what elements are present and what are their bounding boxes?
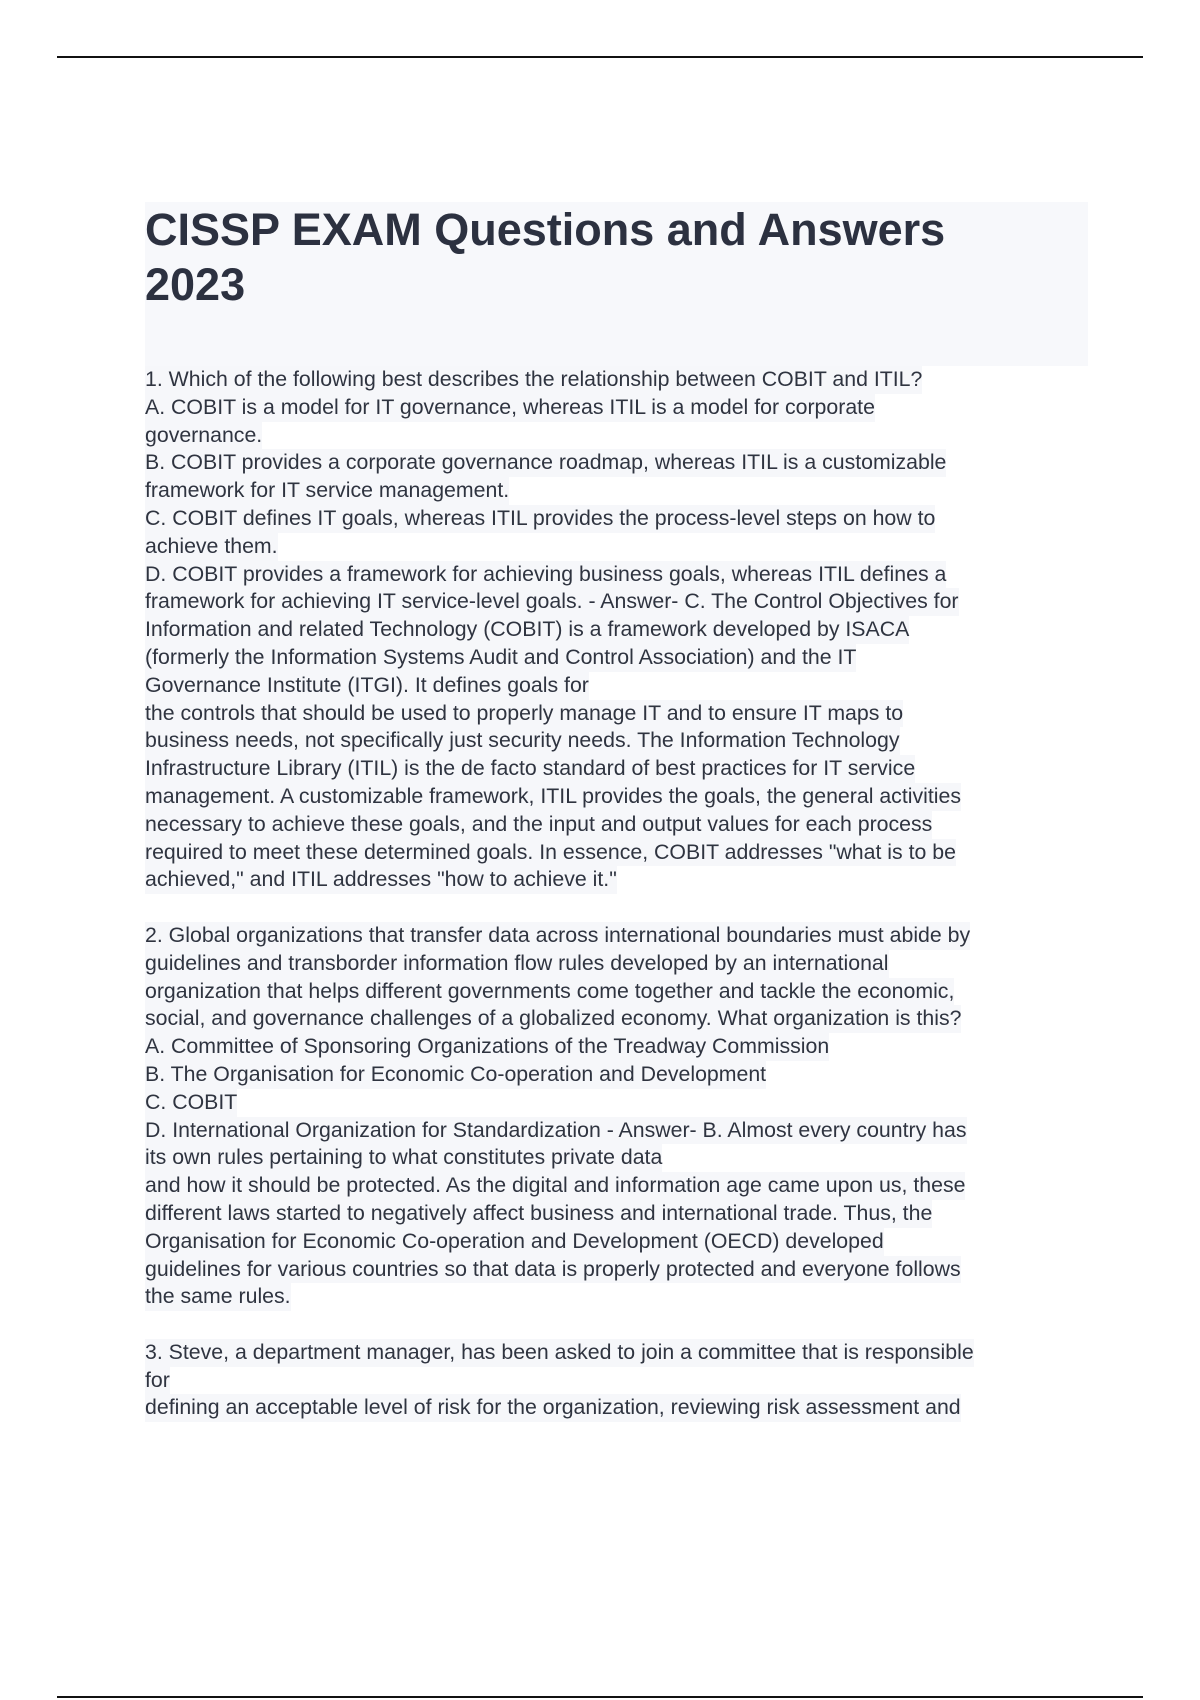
text-line: necessary to achieve these goals, and the input and output values for each process: [145, 811, 1090, 839]
question-2: [145, 922, 1090, 1311]
text-line: guidelines for various countries so that data is properly protected and everyone follows: [145, 1256, 1090, 1284]
footer-rule: [57, 1696, 1143, 1698]
text-line: organization that helps different governments come together and tackle the economic,: [145, 978, 1090, 1006]
text-line: 1. Which of the following best describes the relationship between COBIT and ITIL?: [145, 366, 1090, 394]
text-line: A. Committee of Sponsoring Organizations of the Treadway Commission: [145, 1033, 1090, 1061]
text-line: (formerly the Information Systems Audit and Control Association) and the IT: [145, 644, 1090, 672]
text-line: A. COBIT is a model for IT governance, whereas ITIL is a model for corporate: [145, 394, 1090, 422]
text-line: Governance Institute (ITGI). It defines goals for: [145, 672, 1090, 700]
text-line: achieve them.: [145, 533, 1090, 561]
text-line: achieved," and ITIL addresses "how to achieve it.": [145, 866, 1090, 894]
text-line: and how it should be protected. As the digital and information age came upon us, these: [145, 1172, 1090, 1200]
text-line: the controls that should be used to properly manage IT and to ensure IT maps to: [145, 700, 1090, 728]
text-line: social, and governance challenges of a globalized economy. What organization is this?: [145, 1005, 1090, 1033]
text-line: C. COBIT defines IT goals, whereas ITIL provides the process-level steps on how to: [145, 505, 1090, 533]
title-line: 2023: [145, 259, 246, 310]
text-line: B. The Organisation for Economic Co-operation and Development: [145, 1061, 1090, 1089]
text-line: 2. Global organizations that transfer data across international boundaries must abide by: [145, 922, 1090, 950]
text-line: framework for achieving IT service-level goals. - Answer- C. The Control Objectives for: [145, 588, 1090, 616]
text-line: framework for IT service management.: [145, 477, 1090, 505]
text-line: Infrastructure Library (ITIL) is the de facto standard of best practices for IT service: [145, 755, 1090, 783]
text-line: Information and related Technology (COBIT) is a framework developed by ISACA: [145, 616, 1090, 644]
text-line: guidelines and transborder information flow rules developed by an international: [145, 950, 1090, 978]
document-title: [145, 202, 1088, 312]
document-body: [145, 366, 1090, 1422]
text-line: defining an acceptable level of risk for the organization, reviewing risk assessment and: [145, 1394, 1090, 1422]
question-3: [145, 1339, 1090, 1422]
text-line: governance.: [145, 422, 1090, 450]
title-line: CISSP EXAM Questions and Answers: [145, 204, 946, 255]
text-line: B. COBIT provides a corporate governance roadmap, whereas ITIL is a customizable: [145, 449, 1090, 477]
text-line: 3. Steve, a department manager, has been asked to join a committee that is responsible: [145, 1339, 1090, 1367]
text-line: different laws started to negatively affect business and international trade. Thus, the: [145, 1200, 1090, 1228]
text-line: C. COBIT: [145, 1089, 1090, 1117]
text-line: its own rules pertaining to what constitutes private data: [145, 1144, 1090, 1172]
text-line: required to meet these determined goals. In essence, COBIT addresses "what is to be: [145, 839, 1090, 867]
text-line: for: [145, 1367, 1090, 1395]
text-line: D. International Organization for Standardization - Answer- B. Almost every country has: [145, 1117, 1090, 1145]
text-line: D. COBIT provides a framework for achieving business goals, whereas ITIL defines a: [145, 561, 1090, 589]
question-1: [145, 366, 1090, 894]
text-line: management. A customizable framework, ITIL provides the goals, the general activities: [145, 783, 1090, 811]
text-line: Organisation for Economic Co-operation and Development (OECD) developed: [145, 1228, 1090, 1256]
title-block: [145, 202, 1088, 366]
text-line: business needs, not specifically just security needs. The Information Technology: [145, 727, 1090, 755]
header-rule: [57, 56, 1143, 58]
text-line: the same rules.: [145, 1283, 1090, 1311]
